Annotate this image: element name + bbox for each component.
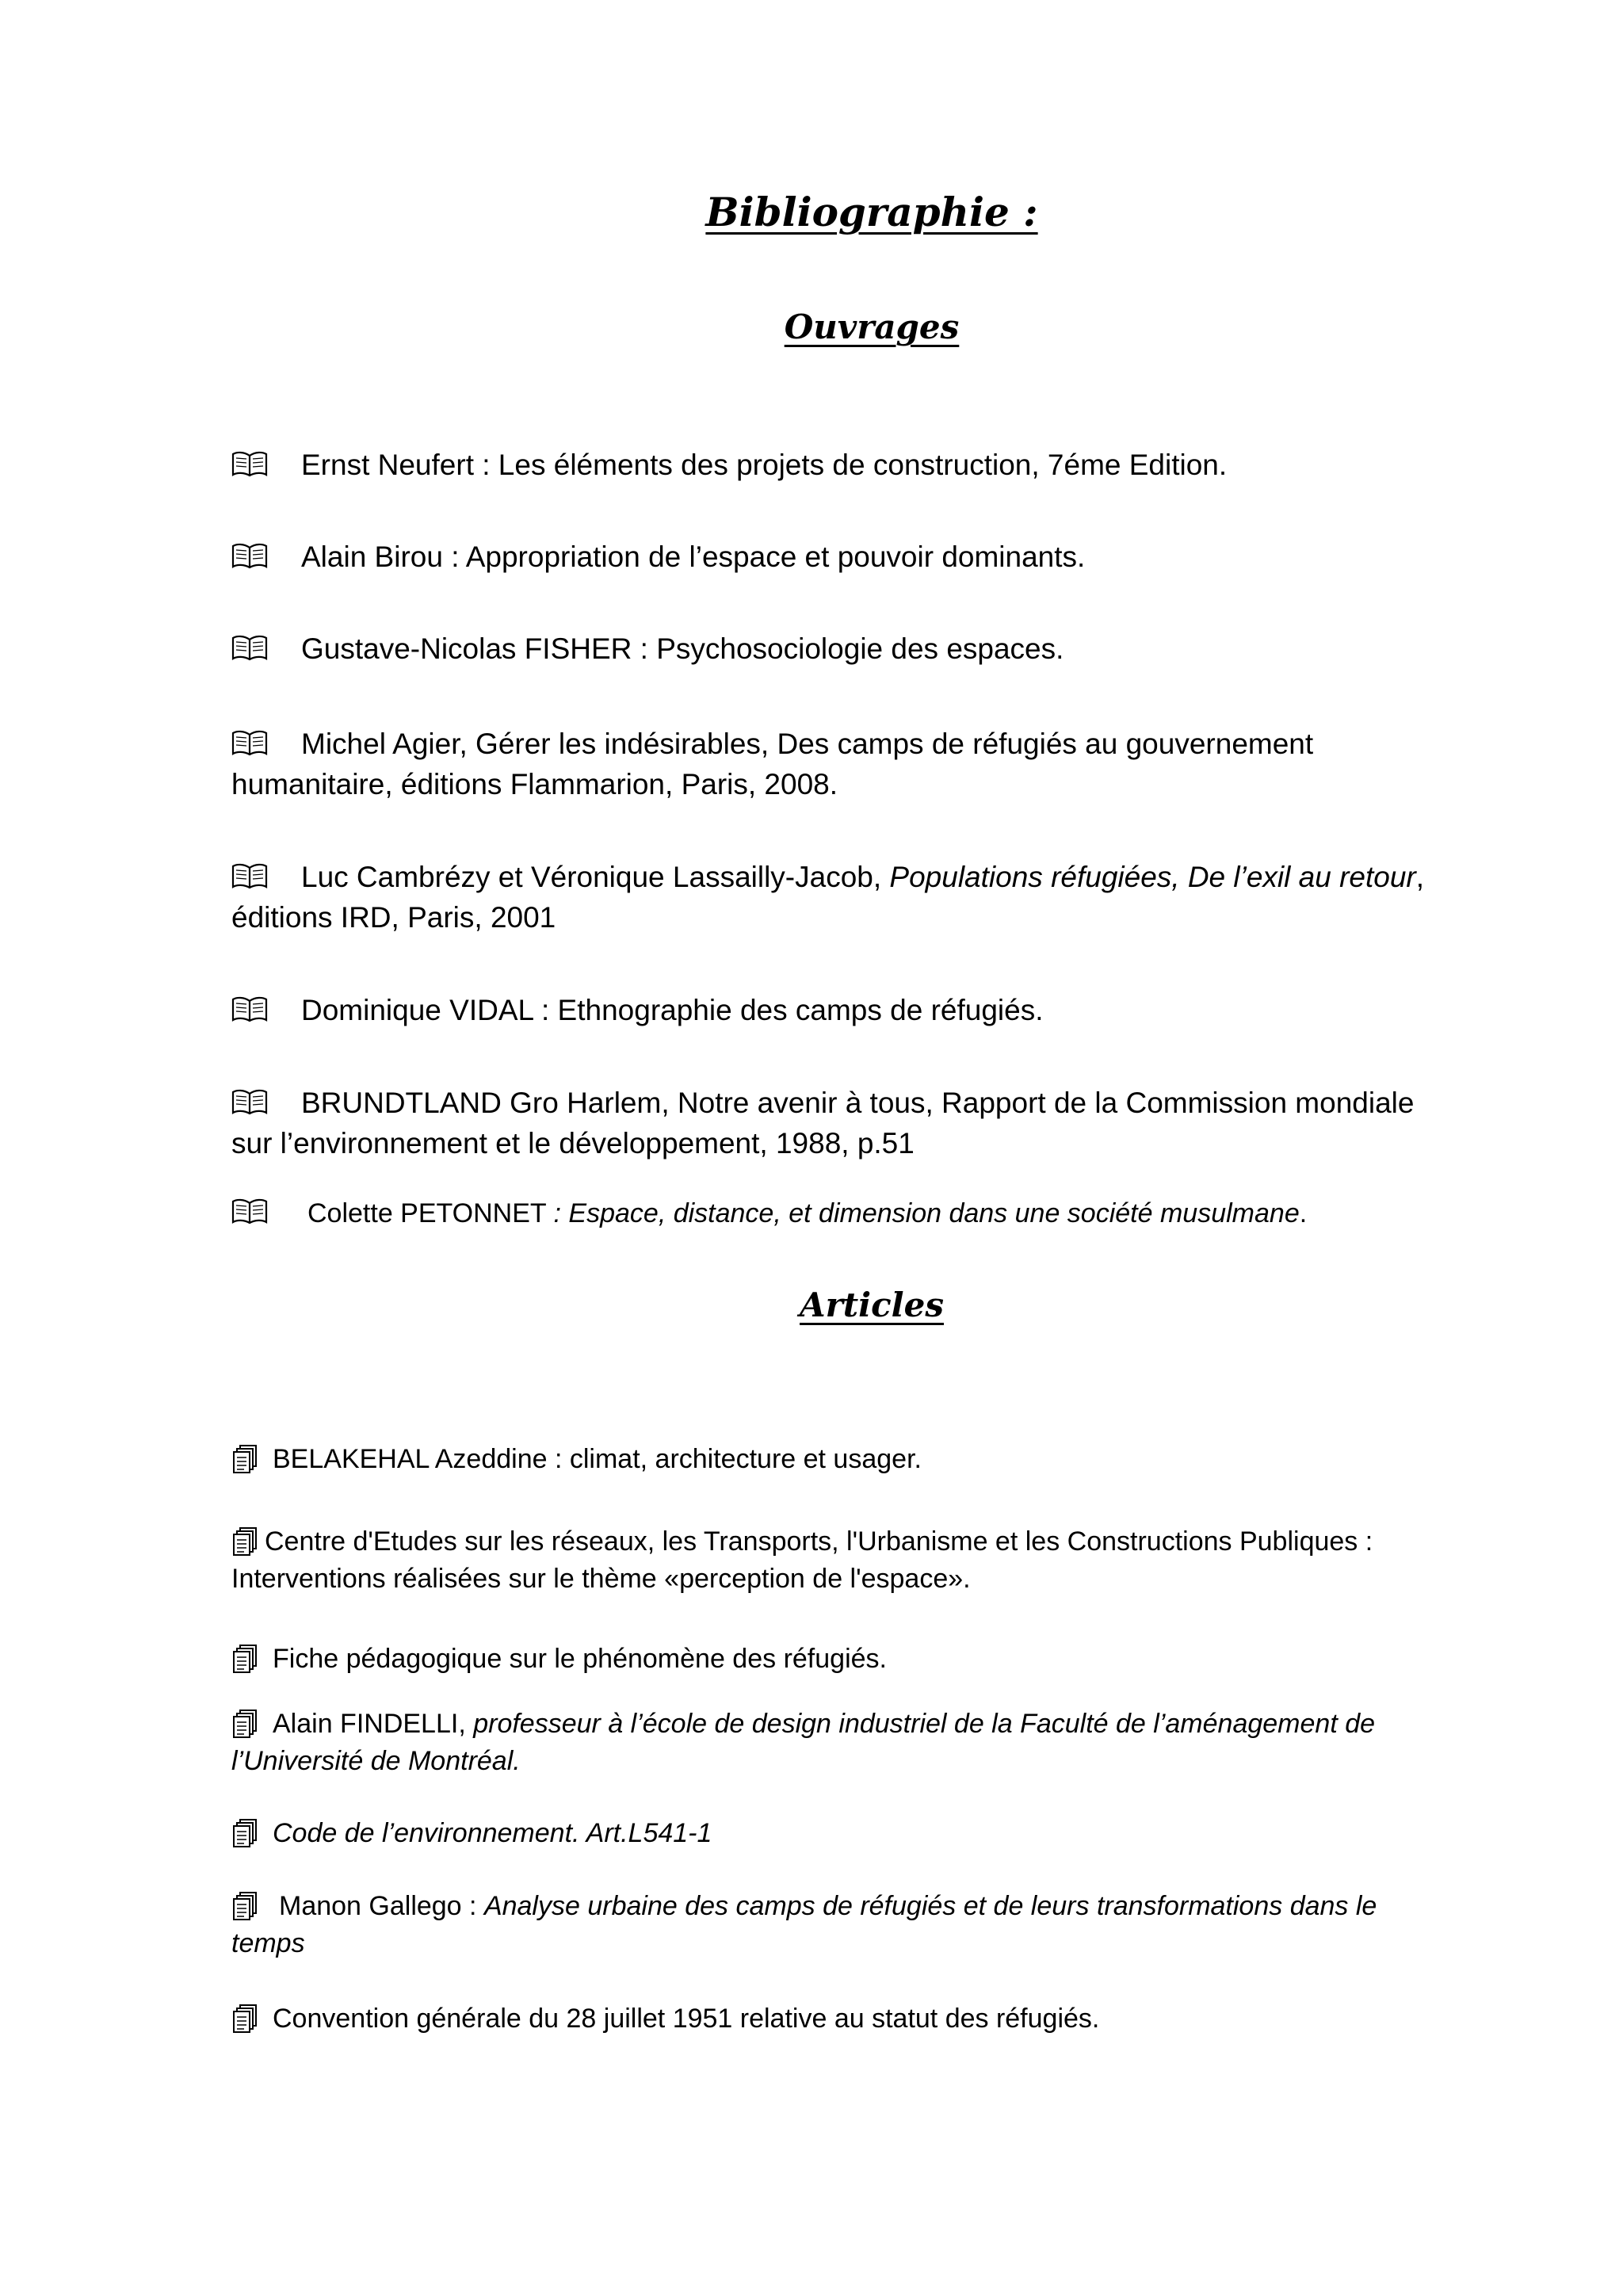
- ouvrage-entry: [231, 1083, 1452, 1163]
- ouvrage-text: Alain Birou : Appropriation de l’espace et pouvoir dominants.: [301, 541, 1086, 573]
- open-book-icon: [231, 1198, 268, 1225]
- article-text: BELAKEHAL Azeddine : climat, architecture et usager.: [273, 1444, 922, 1474]
- article-entry: [231, 1523, 1452, 1598]
- open-book-icon: [231, 451, 268, 478]
- ouvrage-entry: [231, 445, 1452, 485]
- open-book-icon: [231, 543, 268, 570]
- article-title-italic: Code de l’environnement. Art.L541-1: [273, 1818, 712, 1848]
- article-text: Centre d'Etudes sur les réseaux, les Transports, l'Urbanisme et les Constructions Publiques : Interventions réalisées sur le thème «perception de l'espace».: [231, 1526, 1373, 1594]
- article-entry: [231, 1441, 1452, 1478]
- article-entry: [231, 1641, 1452, 1678]
- ouvrage-entry: [231, 628, 1452, 669]
- article-entry: [231, 1888, 1452, 1962]
- article-title-italic: Analyse urbaine des camps de réfugiés et de leurs transformations dans le temps: [231, 1891, 1377, 1958]
- page-title: Bibliographie :: [705, 189, 1038, 235]
- ouvrage-title-italic: : Espace, distance, et dimension dans une société musulmane: [553, 1198, 1300, 1228]
- ouvrage-text: Ernst Neufert : Les éléments des projets de construction, 7éme Edition.: [301, 449, 1228, 481]
- documents-icon: [231, 1709, 258, 1739]
- ouvrage-entry: [231, 857, 1452, 938]
- open-book-icon: [231, 1089, 268, 1116]
- open-book-icon: [231, 863, 268, 890]
- article-author: Alain FINDELLI,: [273, 1709, 474, 1739]
- ouvrage-punctuation: .: [1299, 1198, 1308, 1228]
- ouvrage-entry: [231, 724, 1452, 804]
- section-heading-articles: Articles: [800, 1286, 944, 1324]
- documents-icon: [231, 1818, 258, 1848]
- open-book-icon: [231, 635, 268, 662]
- documents-icon: [231, 2004, 258, 2034]
- ouvrage-text: Gustave-Nicolas FISHER : Psychosociologie des espaces.: [301, 632, 1064, 665]
- section-heading-ouvrages: Ouvrages: [784, 308, 960, 346]
- ouvrage-title-italic: Populations réfugiées, De l’exil au retour: [889, 861, 1416, 893]
- article-title-italic: professeur à l’école de design industriel de la Faculté de l’aménagement de l’Université de Montréal.: [231, 1709, 1376, 1776]
- ouvrage-text: Dominique VIDAL : Ethnographie des camps de réfugiés.: [301, 994, 1044, 1026]
- article-entry: [231, 1815, 1452, 1852]
- ouvrage-publisher: , éditions IRD, Paris, 2001: [231, 861, 1425, 934]
- ouvrage-author: Luc Cambrézy et Véronique Lassailly-Jacob,: [301, 861, 890, 893]
- documents-icon: [231, 1526, 258, 1557]
- ouvrage-text: BRUNDTLAND Gro Harlem, Notre avenir à tous, Rapport de la Commission mondiale sur l’environnement et le développement, 1988, p.51: [231, 1087, 1415, 1159]
- article-text: Fiche pédagogique sur le phénomène des réfugiés.: [273, 1644, 887, 1674]
- ouvrage-entry: [231, 537, 1452, 577]
- ouvrage-entry: [231, 990, 1452, 1030]
- ouvrage-entry: [231, 1195, 1452, 1232]
- documents-icon: [231, 1644, 258, 1674]
- article-author: Manon Gallego :: [279, 1891, 484, 1921]
- open-book-icon: [231, 996, 268, 1023]
- article-entry: [231, 2000, 1452, 2038]
- documents-icon: [231, 1891, 258, 1921]
- article-text: Convention générale du 28 juillet 1951 relative au statut des réfugiés.: [273, 2004, 1100, 2034]
- article-entry: [231, 1706, 1452, 1780]
- documents-icon: [231, 1444, 258, 1474]
- ouvrage-author: Colette PETONNET: [307, 1198, 554, 1228]
- open-book-icon: [231, 730, 268, 757]
- ouvrage-text: Michel Agier, Gérer les indésirables, Des camps de réfugiés au gouvernement humanitaire, éditions Flammarion, Paris, 2008.: [231, 728, 1314, 800]
